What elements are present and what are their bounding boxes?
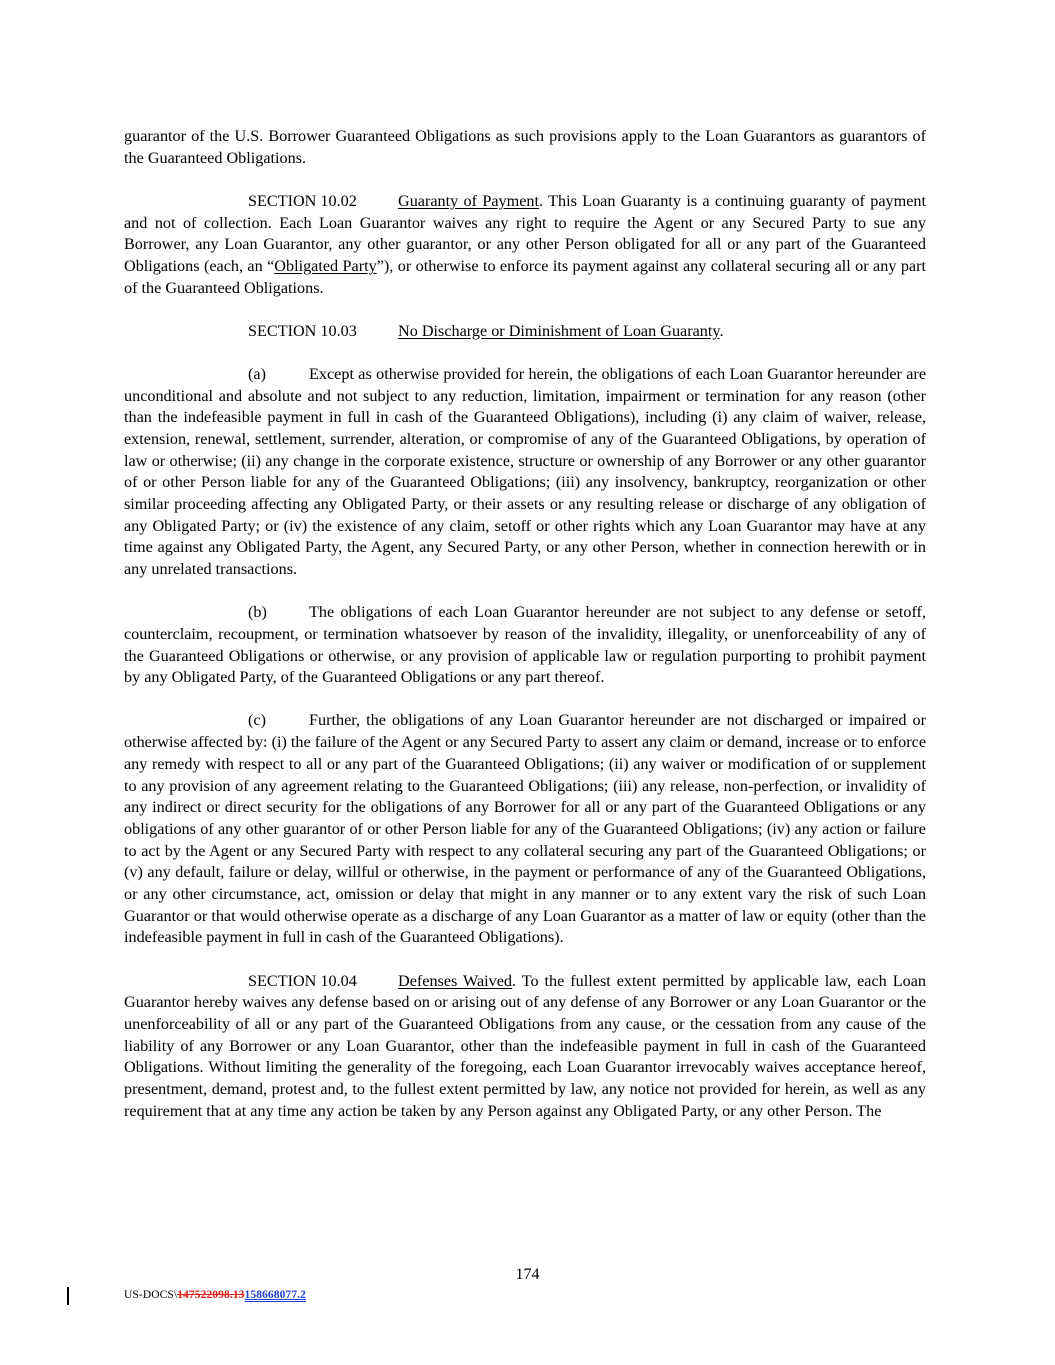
- section-text: . This Loan Guaranty is a continuing guaranty of payment and not of collection. Each Loan Guarantor waives any right to require the Agent or any Secured Party to sue any Borrower, any Loan Guarantor, any other guarantor, or any other Person obligated for all or any part of the Guaranteed Obligations (each, an “: [124, 191, 926, 275]
- doc-id-prefix: US-DOCS\: [124, 1289, 178, 1301]
- section-number: SECTION 10.02: [248, 191, 357, 210]
- section-title: No Discharge or Diminishment of Loan Guaranty: [398, 321, 720, 340]
- clause-text: Further, the obligations of any Loan Guarantor hereunder are not discharged or impaired or otherwise affected by: (i) the failure of the Agent or any Secured Party to assert any claim or demand, increase or to enforce any remedy with respect to all or any part of the Guaranteed Obligations; (ii) any waiver or modification of or supplement to any provision of any agreement relating to the Guaranteed Obligations; (iii) any release, non-perfection, or invalidity of any indirect or direct security for the obligations of any Borrower for all or any part of the Guaranteed Obligations or any obligations of any other guarantor of or other Person liable for any of the Guaranteed Obligations; (iv) any action or failure to act by the Agent or any Secured Party with respect to any collateral securing any part of the Guaranteed Obligations; or (v) any default, failure or delay, willful or otherwise, in the payment or performance of any of the Guaranteed Obligations, or any other circumstance, act, omission or delay that might in any manner or to any extent vary the risk of such Loan Guarantor or that would otherwise operate as a discharge of any Loan Guarantor as a matter of law or equity (other than the indefeasible payment in full in cash of the Guaranteed Obligations).: [124, 711, 927, 947]
- section-10-03-a: [124, 364, 926, 581]
- change-bar: [67, 1287, 69, 1305]
- document-id: [124, 1289, 306, 1301]
- section-number: SECTION 10.03: [248, 321, 357, 340]
- defined-term: Obligated Party: [274, 256, 377, 275]
- clause-text: The obligations of each Loan Guarantor hereunder are not subject to any defense or setoff, counterclaim, recoupment, or termination whatsoever by reason of the invalidity, illegality, or unenforceability of any of the Guaranteed Obligations or otherwise, or any provision of applicable law or regulation purporting to prohibit payment by any Obligated Party, of the Guaranteed Obligations or any part thereof.: [124, 603, 926, 687]
- section-text-continued: ”), or otherwise to enforce its payment against any collateral securing all or any part of the Guaranteed Obligations.: [124, 256, 926, 297]
- section-number: SECTION 10.04: [248, 971, 357, 990]
- document-body: [124, 126, 926, 1144]
- section-text: . To the fullest extent permitted by applicable law, each Loan Guarantor hereby waives any defense based on or arising out of any defense of any Borrower or any Loan Guarantor or the unenforceability of all or any part of the Guaranteed Obligations from any cause, or the cessation from any cause of the liability of any Borrower or any Loan Guarantor, other than the indefeasible payment in full in cash of the Guaranteed Obligations. Without limiting the generality of the foregoing, each Loan Guarantor irrevocably waives acceptance hereof, presentment, demand, protest and, to the fullest extent permitted by law, any notice not provided for herein, as well as any requirement that at any time any action be taken by any Person against any Obligated Party, or any other Person. The: [124, 971, 926, 1120]
- continuation-paragraph: guarantor of the U.S. Borrower Guaranteed Obligations as such provisions apply to the Loan Guarantors as guarantors of the Guaranteed Obligations.: [124, 127, 926, 167]
- section-title: Guaranty of Payment: [398, 191, 540, 210]
- section-10-03-c: [124, 710, 926, 949]
- clause-label: (b): [248, 603, 267, 622]
- clause-label: (a): [248, 364, 266, 383]
- section-10-02: [124, 191, 926, 300]
- clause-label: (c): [248, 711, 266, 730]
- page-number: 174: [515, 1266, 540, 1283]
- section-title-period: .: [719, 321, 724, 340]
- section-10-03-heading: [124, 321, 926, 343]
- doc-id-deleted: 147522098.13: [177, 1289, 245, 1301]
- doc-id-inserted: 158668077.2: [244, 1289, 307, 1301]
- section-title: Defenses Waived: [398, 971, 513, 990]
- section-10-03-b: [124, 602, 926, 689]
- clause-text: Except as otherwise provided for herein, the obligations of each Loan Guarantor hereunder are unconditional and absolute and not subject to any reduction, limitation, impairment or termination for any reason (other than the indefeasible payment in full in cash of the Guaranteed Obligations), including (i) any claim of waiver, release, extension, renewal, settlement, surrender, alteration, or compromise of any of the Guaranteed Obligations, by operation of law or otherwise; (ii) any change in the corporate existence, structure or ownership of any Borrower or any other guarantor of or other Person liable for any of the Guaranteed Obligations; (iii) any insolvency, bankruptcy, reorganization or other similar proceeding affecting any Obligated Party, or their assets or any resulting release or discharge of any obligation of any Obligated Party; or (iv) the existence of any claim, setoff or other rights which any Loan Guarantor may have at any time against any Obligated Party, the Agent, any Secured Party, or any other Person, whether in connection herewith or in any unrelated transactions.: [124, 364, 926, 579]
- section-10-04: [124, 971, 926, 1123]
